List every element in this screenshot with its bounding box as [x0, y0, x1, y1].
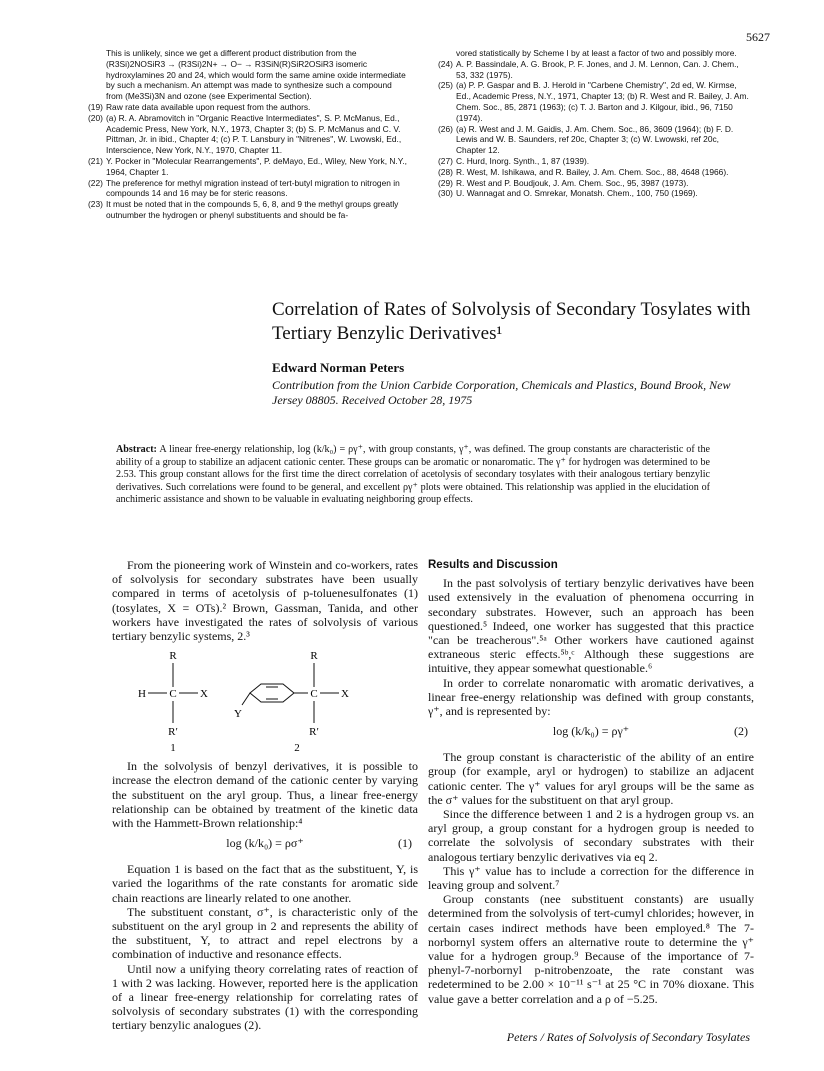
footnote-text: (a) R. A. Abramovitch in "Organic Reactive Intermediates", S. P. McManus, Ed., Academic Press, New York, N.Y., 1973, Chapter 3; (b) S. P. McManus and C. V. Pittman, Jr. in ibid., Chapter 4; (c) P. T. Lansbury in "Nitrenes", W. Lwowski, Ed., Interscience, New York, N.Y., 1970, Chapter 11.: [106, 112, 402, 156]
equation-number: (1): [398, 836, 412, 851]
structures-svg: [112, 645, 418, 755]
footnote-text: It must be noted that in the compounds 5, 6, 8, and 9 the methyl groups greatly outnumber the hydrogen or phenyl substituents and should be fa-: [106, 199, 399, 220]
struct1-right: X: [200, 688, 208, 701]
struct2-label: 2: [294, 742, 300, 755]
struct2-center: C: [310, 688, 318, 701]
footnote-number: (29): [438, 177, 453, 188]
footnote-number: (25): [438, 80, 453, 91]
paragraph: This γ⁺ value has to include a correction for the difference in leaving group and solvent.⁷: [428, 863, 754, 893]
footnote: [438, 188, 750, 199]
footnote-number: (19): [88, 101, 103, 112]
paragraph: Equation 1 is based on the fact that as the substituent, Y, is varied the logarithms of the rate constants for aromatic side chain reactions are linearly related to one another.: [112, 862, 418, 905]
bond: [242, 693, 250, 705]
footnote: [88, 48, 408, 102]
footnote: [88, 102, 408, 113]
struct1-bottom: R′: [168, 726, 178, 739]
footnote-text: C. Hurd, Inorg. Synth., 1, 87 (1939).: [456, 155, 590, 166]
struct2-right: X: [341, 688, 349, 701]
article-title: Correlation of Rates of Solvolysis of Secondary Tosylates with Tertiary Benzylic Derivatives¹: [272, 299, 751, 344]
footnote: [88, 156, 408, 178]
footnote-text: U. Wannagat and O. Smrekar, Monatsh. Chem., 100, 750 (1969).: [456, 188, 698, 199]
footnote: [88, 178, 408, 200]
footnote: [438, 48, 750, 59]
footnote: [438, 124, 750, 156]
footnote-text: A. P. Bassindale, A. G. Brook, P. F. Jones, and J. M. Lennon, Can. J. Chem., 53, 332 (1975).: [456, 58, 739, 80]
struct1-top: R: [169, 650, 177, 663]
footnote-number: (21): [88, 155, 103, 166]
footnote-text: This is unlikely, since we get a different product distribution from the (R3Si)2NOSiR3 → (R3Si)2N+ → O− → R3SiN(R)SiR2OSiR3 isomeric hydroxylamines 20 and 24, which would form the same amine oxide intermediate by such a mechanism. An attempt was made to synthesize such a compound from (Me3Si)3N and ozone (see Experimental Section).: [106, 48, 406, 102]
footnote-number: (20): [88, 112, 103, 123]
left-column: [112, 558, 418, 1033]
footnote: [438, 59, 750, 81]
footnote-text: Y. Pocker in "Molecular Rearrangements", P. deMayo, Ed., Wiley, New York, N.Y., 1964, Chapter 1.: [106, 155, 407, 177]
abstract-text: A linear free-energy relationship, log (k/k₀) = ργ⁺, with group constants, γ⁺, was defined. The group constants are characteristic of the ability of a group to stabilize an adjacent cationic center. These groups can be aromatic or nonaromatic. The γ⁺ for hydrogen was determined to be 2.53. This group constant allows for the first time the direct correlation of acetolysis of secondary tosylates with their analogous tertiary benzylic derivatives. Such correlations were found to be general, and excellent ργ⁺ plots were obtained. This relationship was applied in the elucidation of anchimeric assistance and shown to be valuable in evaluating neighboring group effects.: [116, 444, 710, 506]
struct2-substituent: Y: [234, 708, 242, 721]
paragraph: From the pioneering work of Winstein and co-workers, rates of solvolysis for secondary substrates have been usually compared in terms of acetolysis of p-toluenesulfonates (1) (tosylates, X = OTs).² Brown, Gassman, Tanida, and other workers have investigated the rates of solvolysis of various tertiary benzylic systems, 2.³: [112, 558, 418, 644]
paragraph: Group constants (nee substituent constants) are usually determined from the solvolysis of tert-cumyl chlorides; however, in certain cases indirect methods have been employed.⁸ The 7-norbornyl system offers an alternative route to determine the γ⁺ value for a hydrogen group.⁹ Because of the importance of 7-phenyl-7-norbornyl p-nitrobenzoate, the rate constant was redetermined to be 2.00 × 10⁻¹¹ s⁻¹ at 25 °C in 70% dioxane. This value gave a better correlation and a ρ of −5.25.: [428, 892, 754, 1006]
struct2-bottom: R′: [309, 726, 319, 739]
footnote-number: (22): [88, 177, 103, 188]
struct1-center: C: [169, 688, 177, 701]
footnote-text: R. West and P. Boudjouk, J. Am. Chem. Soc., 95, 3987 (1973).: [456, 177, 689, 188]
paragraph: In the solvolysis of benzyl derivatives, it is possible to increase the electron demand of the cationic center by varying the substituent on the aryl group. Thus, a linear free-energy relationship can be obtained by treatment of the kinetic data with the Hammett-Brown relationship:⁴: [112, 759, 418, 831]
footnote-text: (a) P. P. Gaspar and B. J. Herold in "Carbene Chemistry", 2d ed, W. Kirmse, Ed., Academic Press, N.Y., 1971, Chapter 13; (b) R. West and R. Bailey, J. Am. Chem. Soc., 85, 2871 (1963); (c) T. J. Barton and J. Kilgour, ibid., 96, 7150 (1974).: [456, 80, 749, 123]
structure-diagram: [112, 645, 418, 755]
paragraph: Since the difference between 1 and 2 is a hydrogen group vs. an aryl group, a group constant for a hydrogen group is needed to correlate the solvolysis of secondary substrates with their analogous tertiary benzylic derivatives via eq 2.: [428, 807, 754, 864]
footnote-text: vored statistically by Scheme I by at least a factor of two and possibly more.: [456, 48, 737, 58]
running-footer: Peters / Rates of Solvolysis of Secondary Tosylates: [506, 1030, 750, 1044]
footnotes-right: [438, 48, 750, 199]
footnotes-left: [88, 48, 408, 221]
footnote-number: (28): [438, 166, 453, 177]
abstract-label: Abstract:: [116, 444, 157, 455]
equation-expression: log (k/k₀) = ργ⁺: [552, 724, 630, 739]
paragraph: In order to correlate nonaromatic with aromatic derivatives, a linear free-energy relationship was defined with group constants, γ⁺, and is represented by:: [428, 675, 754, 719]
footnote: [438, 156, 750, 167]
struct2-top: R: [310, 650, 318, 663]
affiliation: Contribution from the Union Carbide Corporation, Chemicals and Plastics, Bound Brook, New Jersey 08805. Received October 28, 1975: [272, 378, 731, 407]
footnote-text: Raw rate data available upon request from the authors.: [106, 101, 311, 112]
equation-number: (2): [734, 724, 748, 739]
section-heading: Results and Discussion: [428, 559, 558, 571]
right-column: [428, 558, 754, 1006]
struct1-label: 1: [170, 742, 176, 755]
paragraph: The substituent constant, σ⁺, is characteristic only of the substituent on the aryl group in 2 and represents the ability of the substituent, Y, to attract and repel electrons by a combination of inductive and resonance effects.: [112, 904, 418, 962]
footnote-number: (26): [438, 123, 453, 134]
equation-expression: log (k/k₀) = ρσ⁺: [226, 836, 304, 851]
struct1-left: H: [138, 688, 146, 701]
footnote-text: The preference for methyl migration instead of tert-butyl migration to nitrogen in compounds 14 and 16 may be for steric reasons.: [106, 177, 400, 199]
paragraph: The group constant is characteristic of the ability of an entire group (for example, aryl or hydrogen) to stabilize an adjacent cationic center. The γ⁺ values for aryl groups will be the same as the σ⁺ values for the substituent on that aryl group.: [428, 750, 754, 807]
paragraph: In the past solvolysis of tertiary benzylic derivatives have been used extensively in the evaluation of phenomena occurring in secondary substrates. However, such an approach has been questioned.⁵ Indeed, one worker has suggested that this practice "can be treacherous".⁵ᵃ Other workers have cautioned against extraneous steric effects.⁵ᵇ,ᶜ Although these suggestions are intuitive, they appear somewhat questionable.⁶: [428, 576, 754, 676]
footnote-number: (27): [438, 155, 453, 166]
equation-1: [112, 836, 418, 856]
footnote-number: (23): [88, 199, 103, 210]
footnote-text: R. West, M. Ishikawa, and R. Bailey, J. Am. Chem. Soc., 88, 4648 (1966).: [456, 166, 729, 177]
footnote: [88, 199, 408, 221]
paragraph: Until now a unifying theory correlating rates of reaction of 1 with 2 was lacking. However, reported here is the application of a linear free-energy relationship for correlating rates of solvolysis of secondary substrates (1) with the corresponding tertiary benzylic analogues (2).: [112, 961, 418, 1033]
footnote-text: (a) R. West and J. M. Gaidis, J. Am. Chem. Soc., 86, 3609 (1964); (b) F. D. Lewis and W. B. Saunders, ref 20c, Chapter 3; (c) W. Lwowski, ref 20c, Chapter 12.: [456, 123, 734, 156]
equation-2: [428, 724, 754, 744]
page-number: 5627: [746, 30, 770, 44]
footnote: [438, 80, 750, 123]
footnote: [438, 167, 750, 178]
footnote-number: (24): [438, 58, 453, 69]
footnote: [438, 178, 750, 189]
footnote-number: (30): [438, 188, 453, 199]
author-name: Edward Norman Peters: [272, 360, 405, 375]
abstract: [116, 444, 710, 507]
footnote: [88, 113, 408, 156]
